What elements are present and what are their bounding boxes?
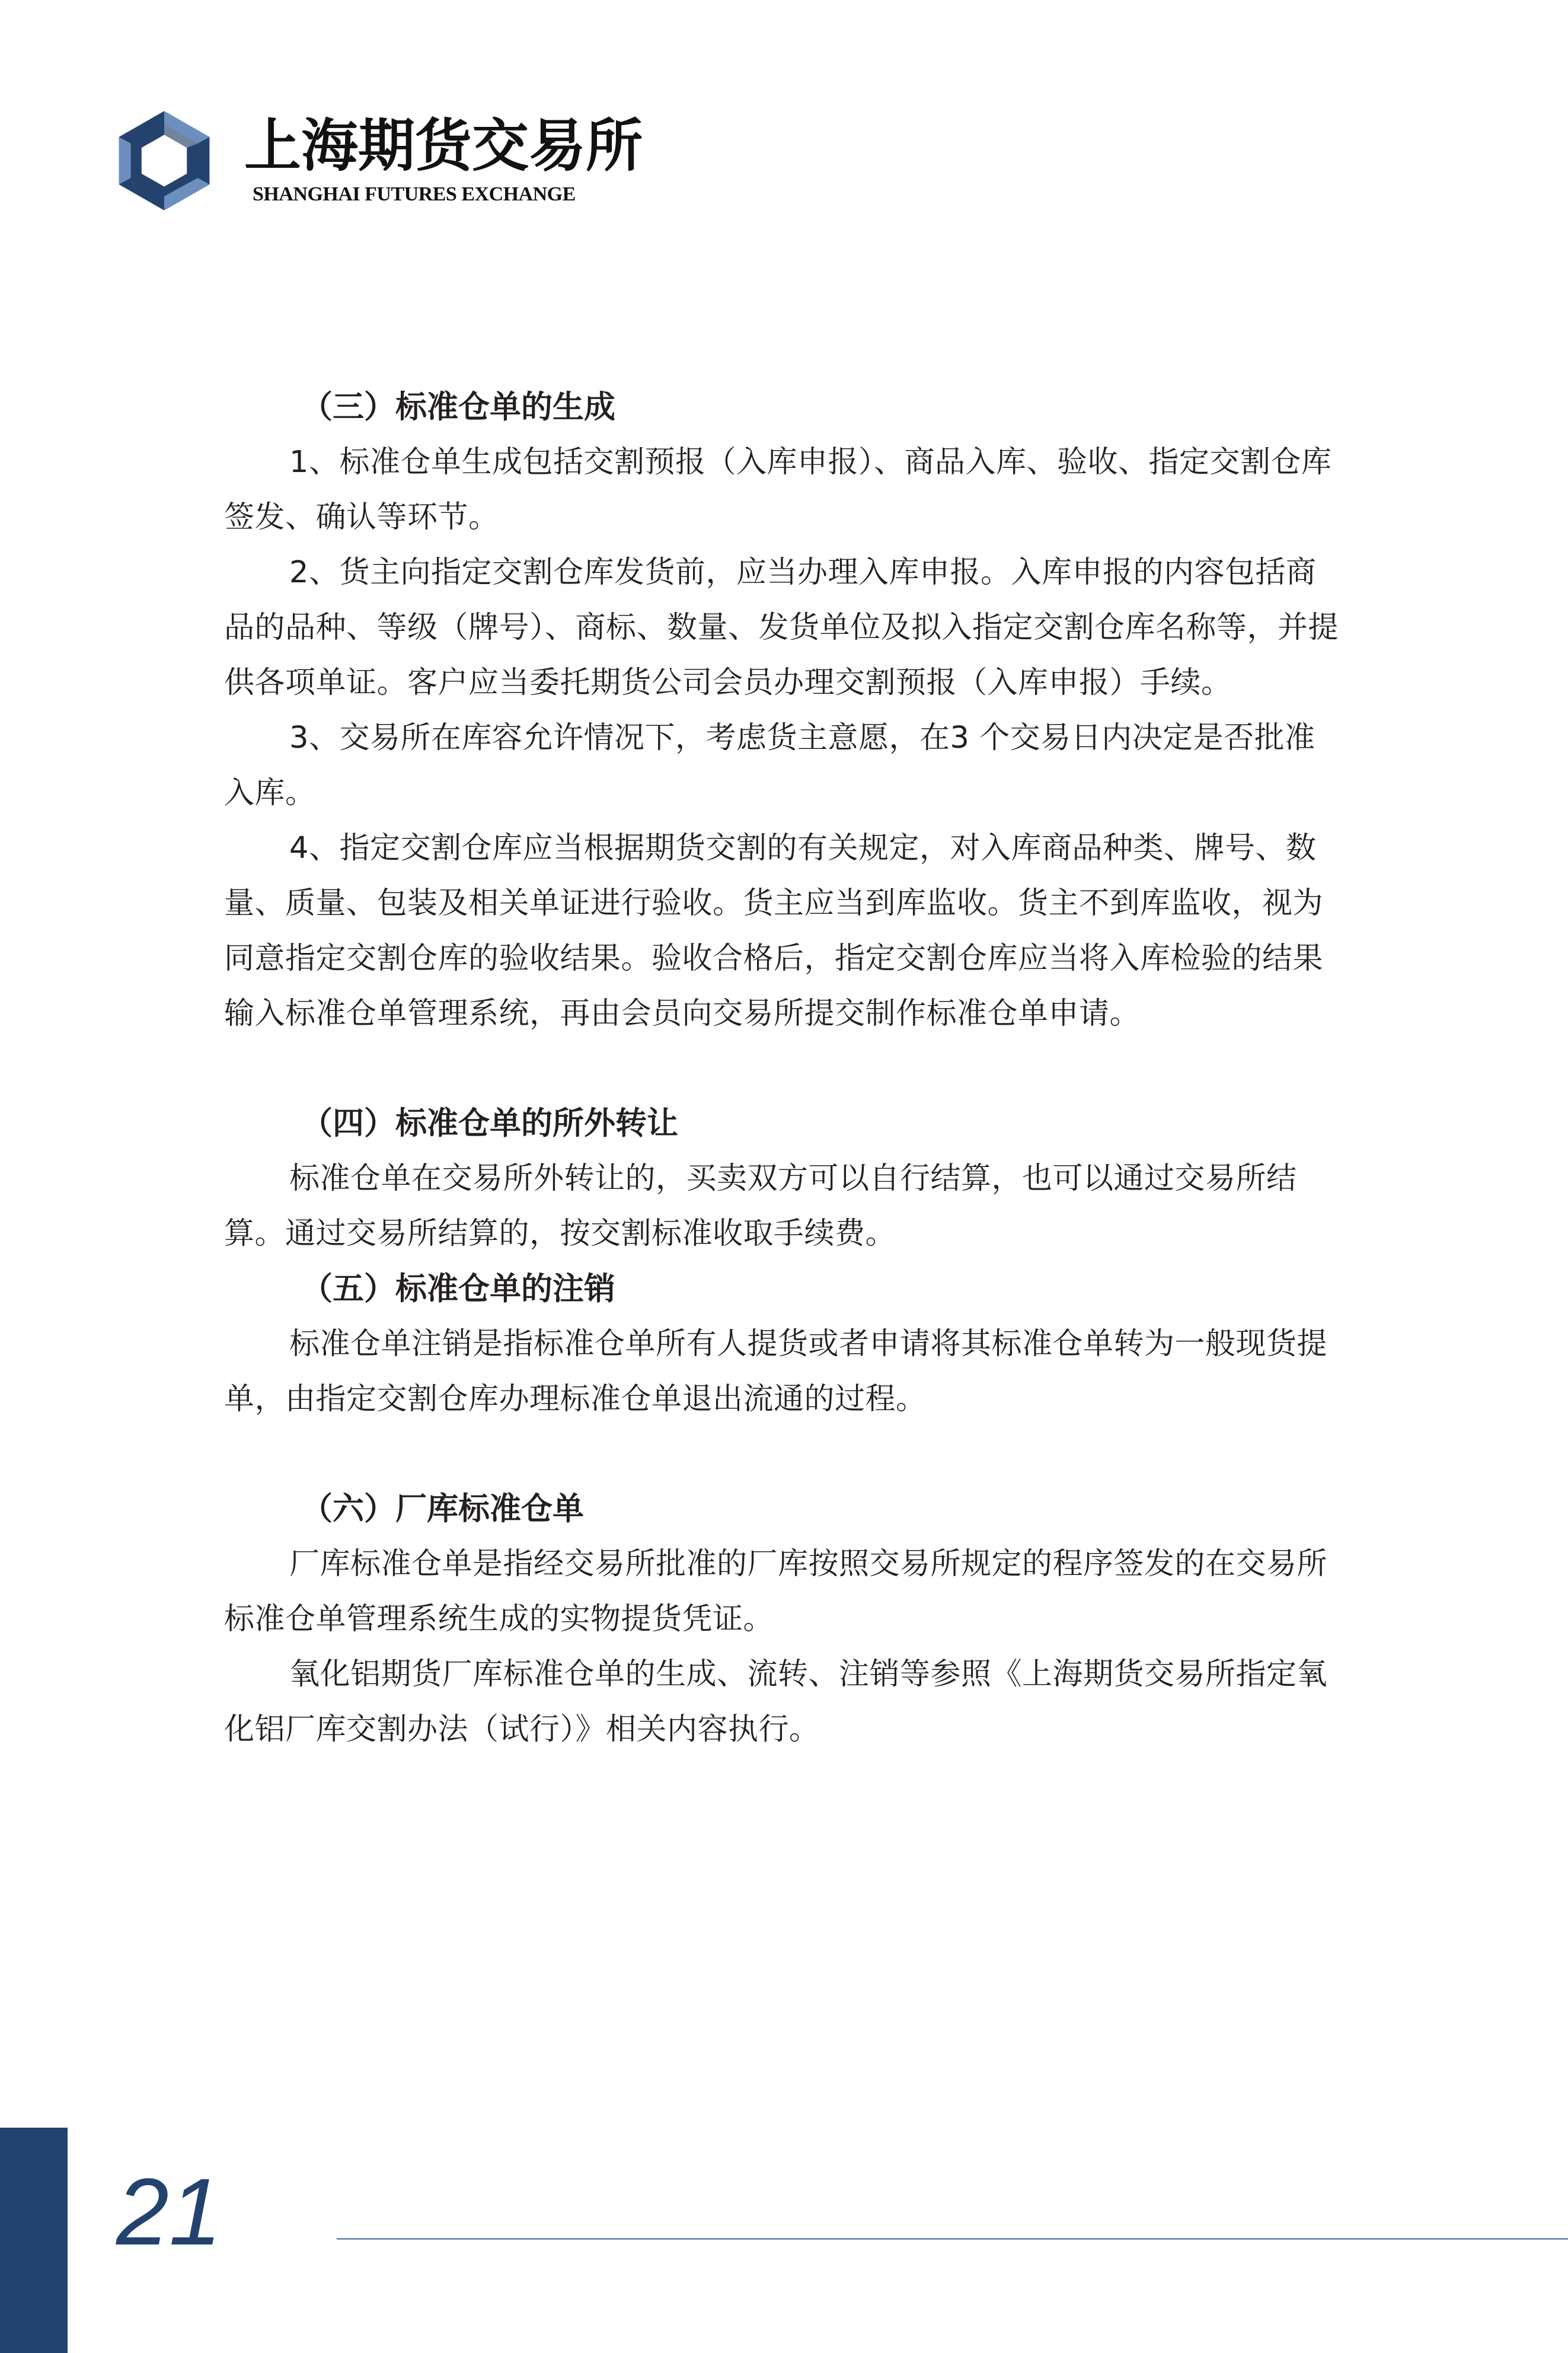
footer-divider bbox=[337, 2238, 1568, 2240]
footer-accent-bar bbox=[0, 2128, 68, 2353]
paragraph: 4、指定交割仓库应当根据期货交割的有关规定，对入库商品种类、牌号、数量、质量、包装及相关单证进行验收。货主应当到库监收。货主不到库监收，视为同意指定交割仓库的验收结果。验收合格后，指定交割仓库应当将入库检验的结果输入标准仓单管理系统，再由会员向交易所提交制作标准仓单申请。 bbox=[224, 831, 1324, 1031]
paragraph: 标准仓单在交易所外转让的，买卖双方可以自行结算，也可以通过交易所结算。通过交易所结算的，按交割标准收取手续费。 bbox=[224, 1161, 1297, 1251]
sfe-logo-icon bbox=[110, 107, 218, 215]
section-four bbox=[224, 1096, 1345, 1261]
section-three bbox=[224, 380, 1345, 1041]
page-number: 21 bbox=[116, 2158, 222, 2265]
section-six bbox=[224, 1481, 1345, 1757]
paragraph: 氧化铝期货厂库标准仓单的生成、流转、注销等参照《上海期货交易所指定氧化铝厂库交割办法（试行）》相关内容执行。 bbox=[224, 1657, 1328, 1747]
paragraph: 3、交易所在库容允许情况下，考虑货主意愿，在3 个交易日内决定是否批准入库。 bbox=[224, 720, 1315, 811]
section-five bbox=[224, 1261, 1345, 1427]
paragraph: 标准仓单注销是指标准仓单所有人提货或者申请将其标准仓单转为一般现货提单，由指定交割仓库办理标准仓单退出流通的过程。 bbox=[224, 1327, 1328, 1417]
section-title: （四）标准仓单的所外转让 bbox=[301, 1105, 678, 1142]
document-body bbox=[224, 380, 1345, 1757]
paragraph: 厂库标准仓单是指经交易所批准的厂库按照交易所规定的程序签发的在交易所标准仓单管理系统生成的实物提货凭证。 bbox=[224, 1547, 1328, 1637]
paragraph: 1、标准仓单生成包括交割预报（入库申报）、商品入库、验收、指定交割仓库签发、确认等环节。 bbox=[224, 445, 1332, 535]
paragraph: 2、货主向指定交割仓库发货前，应当办理入库申报。入库申报的内容包括商品的品种、等级（牌号）、商标、数量、发货单位及拟入指定交割仓库名称等，并提供各项单证。客户应当委托期货公司会员办理交割预报（入库申报）手续。 bbox=[224, 555, 1339, 700]
section-title: （六）厂库标准仓单 bbox=[301, 1491, 584, 1527]
section-title: （三）标准仓单的生成 bbox=[301, 389, 615, 425]
exchange-name-cn: 上海期货交易所 bbox=[244, 112, 643, 179]
exchange-name-en: SHANGHAI FUTURES EXCHANGE bbox=[253, 183, 576, 205]
section-title: （五）标准仓单的注销 bbox=[301, 1271, 615, 1307]
